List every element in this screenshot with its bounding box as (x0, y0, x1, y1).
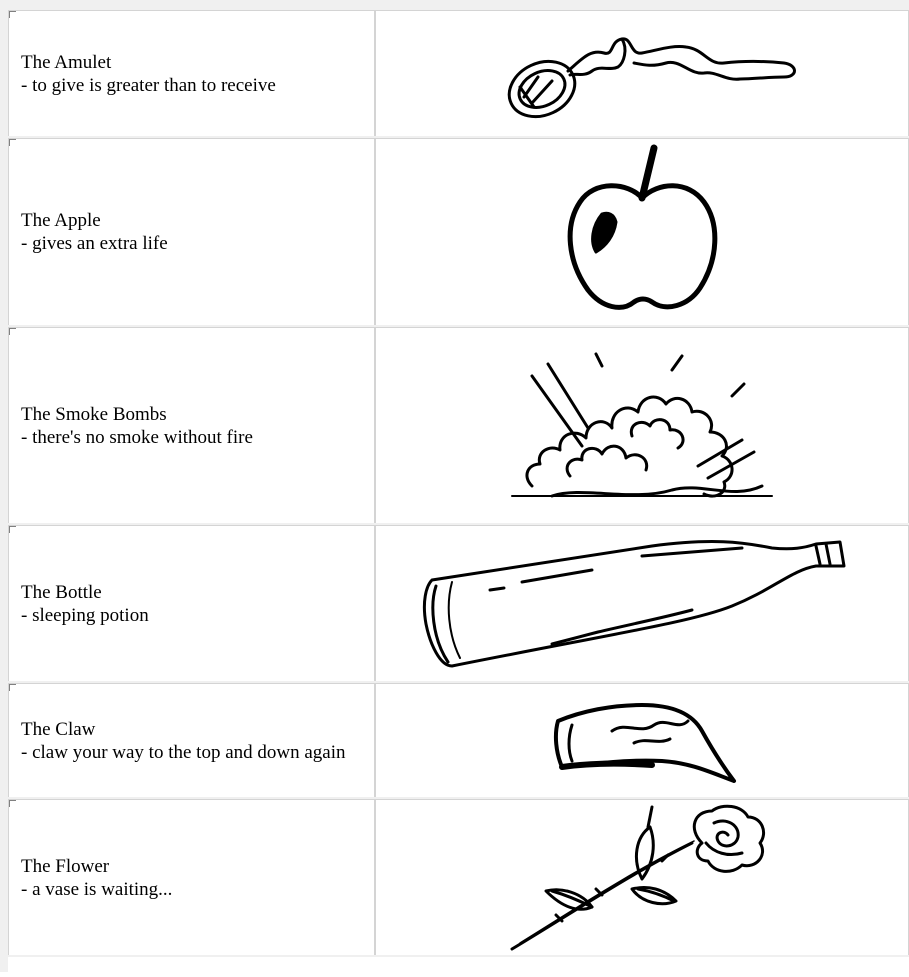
item-description: - claw your way to the top and down again (21, 741, 346, 763)
smoke-bombs-icon (492, 336, 792, 516)
item-description: - to give is greater than to receive (21, 74, 276, 96)
table-row (8, 138, 909, 325)
item-name: The Claw (21, 718, 96, 740)
flower-icon (492, 803, 792, 953)
item-description: - gives an extra life (21, 233, 168, 254)
item-text-cell (8, 138, 375, 325)
table-row (8, 10, 909, 136)
table-row (8, 327, 909, 523)
item-name: The Bottle (21, 581, 102, 603)
item-name: The Flower (21, 855, 110, 877)
bottle-icon (412, 534, 872, 674)
table-row (8, 525, 909, 681)
item-name: The Apple (21, 210, 101, 231)
claw-icon (542, 691, 742, 791)
item-name: The Amulet (21, 51, 112, 73)
items-table (8, 8, 909, 957)
item-image-cell (375, 525, 909, 681)
item-image-cell (375, 799, 909, 955)
top-margin (0, 0, 909, 8)
table-row (8, 683, 909, 797)
table-row (8, 799, 909, 955)
item-image-cell (375, 10, 909, 136)
apple-icon (542, 142, 742, 322)
item-image-cell (375, 327, 909, 523)
item-text-cell (8, 327, 375, 523)
item-text-cell (8, 525, 375, 681)
amulet-icon (472, 19, 812, 129)
item-image-cell (375, 683, 909, 797)
item-image-cell (375, 138, 909, 325)
left-margin (0, 0, 8, 972)
item-description: - there's no smoke without fire (21, 426, 253, 448)
item-text-cell (8, 10, 375, 136)
item-description: - sleeping potion (21, 604, 149, 626)
item-description: - a vase is waiting... (21, 878, 173, 900)
item-text-cell (8, 799, 375, 955)
item-text-cell (8, 683, 375, 797)
item-name: The Smoke Bombs (21, 403, 167, 425)
